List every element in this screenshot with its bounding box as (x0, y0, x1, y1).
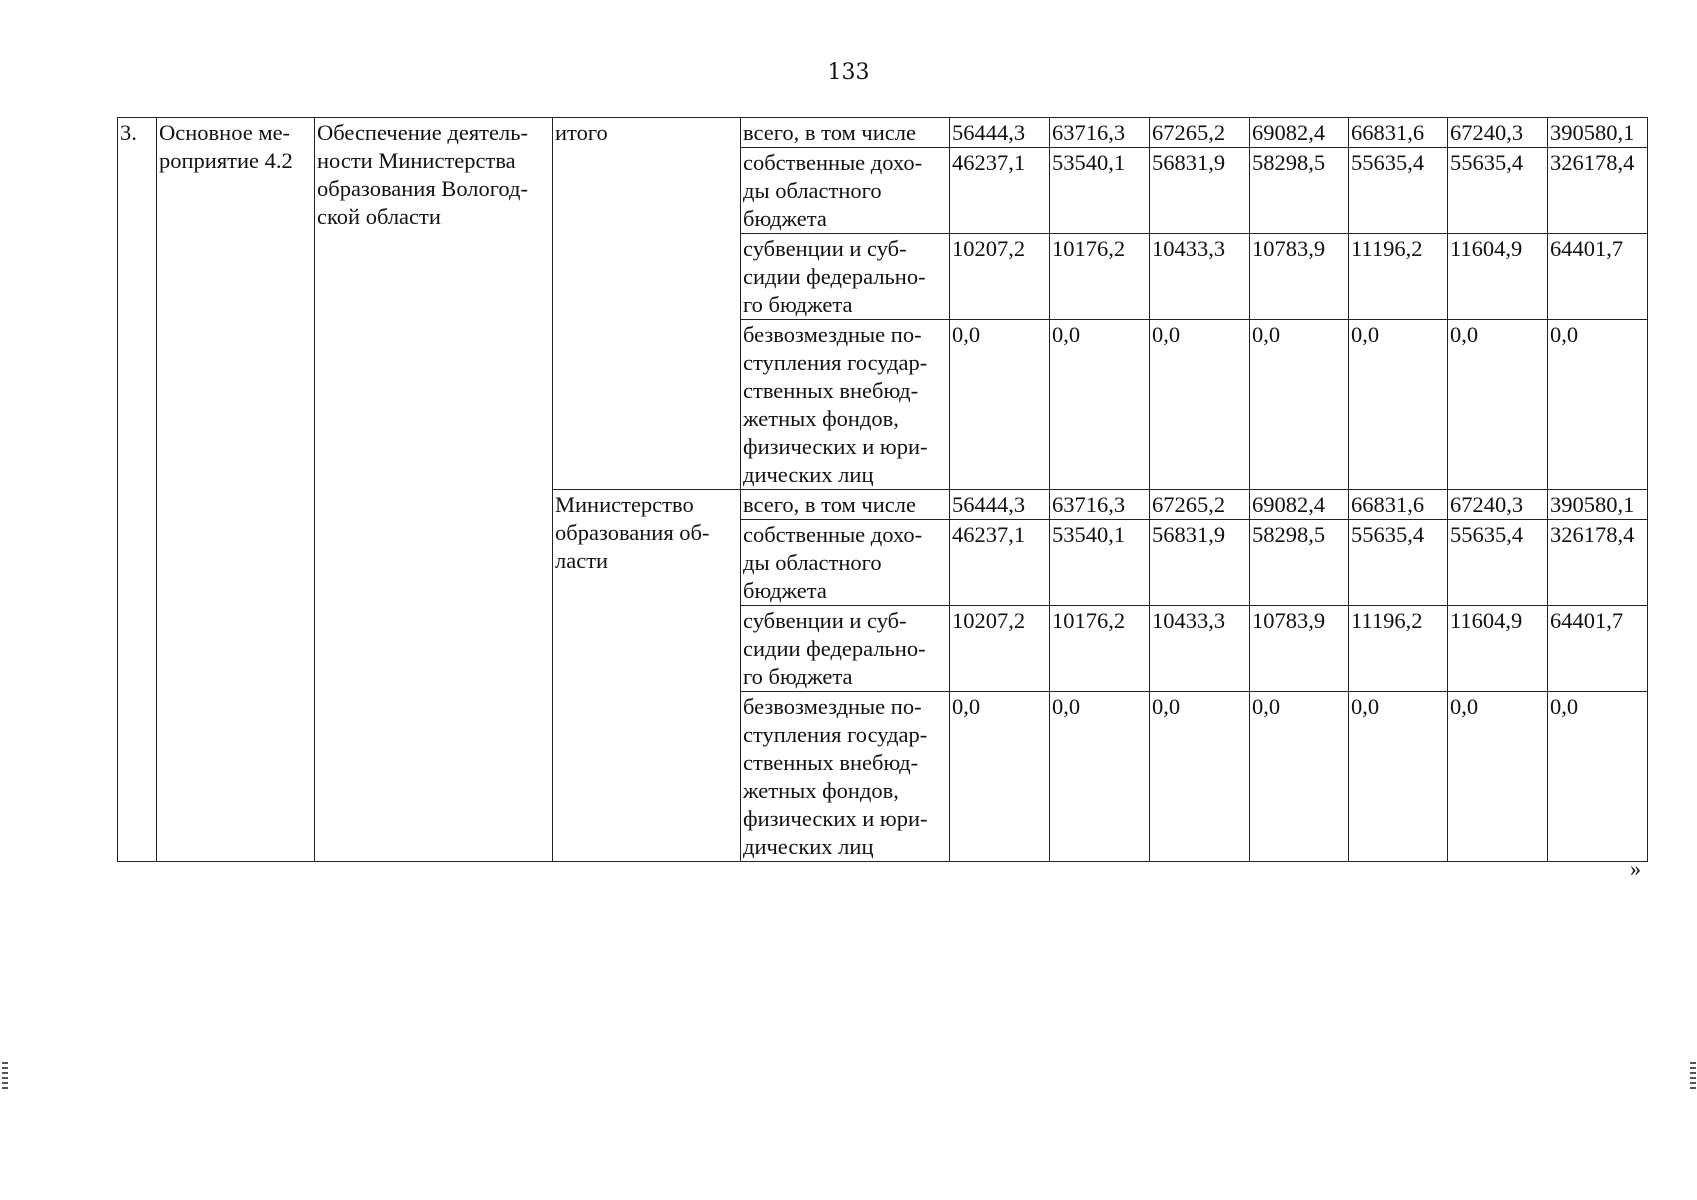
value-cell: 0,0 (1349, 320, 1448, 490)
event-description-cell: Обеспечение деятель- ности Министерства образования Вологод- ской области (315, 118, 553, 862)
value-cell: 58298,5 (1250, 148, 1349, 234)
value-cell: 58298,5 (1250, 520, 1349, 606)
value-cell: 10433,3 (1150, 234, 1250, 320)
value-cell: 0,0 (1050, 320, 1150, 490)
value-cell: 67265,2 (1150, 490, 1250, 520)
fund-source-cell: субвенции и суб- сидии федерально- го бюджета (741, 234, 950, 320)
fund-source-cell: собственные дохо- ды областного бюджета (741, 520, 950, 606)
value-cell: 55635,4 (1448, 148, 1548, 234)
binding-mark-right (1690, 1062, 1696, 1090)
table-body (118, 118, 1648, 862)
value-cell: 11196,2 (1349, 606, 1448, 692)
total-value-cell: 390580,1 (1548, 118, 1648, 148)
fund-source-cell: безвозмездные по- ступления государ- ственных внебюд- жетных фондов, физических и юри- дических лиц (741, 692, 950, 862)
value-cell: 53540,1 (1050, 520, 1150, 606)
value-cell: 10207,2 (950, 234, 1050, 320)
value-cell: 46237,1 (950, 520, 1050, 606)
value-cell: 56444,3 (950, 118, 1050, 148)
value-cell: 0,0 (1250, 320, 1349, 490)
value-cell: 0,0 (1349, 692, 1448, 862)
total-value-cell: 64401,7 (1548, 606, 1648, 692)
value-cell: 10176,2 (1050, 234, 1150, 320)
value-cell: 56444,3 (950, 490, 1050, 520)
value-cell: 66831,6 (1349, 490, 1448, 520)
value-cell: 11604,9 (1448, 234, 1548, 320)
value-cell: 67240,3 (1448, 118, 1548, 148)
value-cell: 69082,4 (1250, 118, 1349, 148)
total-value-cell: 0,0 (1548, 320, 1648, 490)
total-value-cell: 0,0 (1548, 692, 1648, 862)
value-cell: 0,0 (1050, 692, 1150, 862)
binding-mark-left (2, 1062, 8, 1090)
fund-source-cell: всего, в том числе (741, 118, 950, 148)
value-cell: 46237,1 (950, 148, 1050, 234)
value-cell: 10176,2 (1050, 606, 1150, 692)
fund-source-cell: безвозмездные по- ступления государ- ственных внебюд- жетных фондов, физических и юри- дических лиц (741, 320, 950, 490)
executor-cell: итого (553, 118, 741, 490)
total-value-cell: 390580,1 (1548, 490, 1648, 520)
page-number: 133 (827, 60, 870, 85)
value-cell: 56831,9 (1150, 148, 1250, 234)
executor-cell: Министерство образования об- ласти (553, 490, 741, 862)
value-cell: 0,0 (950, 320, 1050, 490)
value-cell: 10783,9 (1250, 606, 1349, 692)
value-cell: 67265,2 (1150, 118, 1250, 148)
total-value-cell: 64401,7 (1548, 234, 1648, 320)
value-cell: 0,0 (1150, 692, 1250, 862)
value-cell: 0,0 (1448, 692, 1548, 862)
value-cell: 67240,3 (1448, 490, 1548, 520)
total-value-cell: 326178,4 (1548, 520, 1648, 606)
closing-quote-mark: » (1630, 856, 1641, 881)
value-cell: 0,0 (1250, 692, 1349, 862)
value-cell: 0,0 (1448, 320, 1548, 490)
value-cell: 56831,9 (1150, 520, 1250, 606)
value-cell: 55635,4 (1448, 520, 1548, 606)
value-cell: 0,0 (1150, 320, 1250, 490)
fund-source-cell: собственные дохо- ды областного бюджета (741, 148, 950, 234)
value-cell: 55635,4 (1349, 148, 1448, 234)
row-number-cell: 3. (118, 118, 157, 862)
value-cell: 10207,2 (950, 606, 1050, 692)
value-cell: 63716,3 (1050, 118, 1150, 148)
fund-source-cell: субвенции и суб- сидии федерально- го бюджета (741, 606, 950, 692)
value-cell: 53540,1 (1050, 148, 1150, 234)
funding-table (117, 117, 1648, 862)
value-cell: 69082,4 (1250, 490, 1349, 520)
value-cell: 10783,9 (1250, 234, 1349, 320)
value-cell: 0,0 (950, 692, 1050, 862)
value-cell: 55635,4 (1349, 520, 1448, 606)
value-cell: 10433,3 (1150, 606, 1250, 692)
value-cell: 11604,9 (1448, 606, 1548, 692)
value-cell: 63716,3 (1050, 490, 1150, 520)
table-row (118, 118, 1648, 148)
event-name-cell: Основное ме- роприятие 4.2 (157, 118, 315, 862)
fund-source-cell: всего, в том числе (741, 490, 950, 520)
value-cell: 11196,2 (1349, 234, 1448, 320)
value-cell: 66831,6 (1349, 118, 1448, 148)
total-value-cell: 326178,4 (1548, 148, 1648, 234)
